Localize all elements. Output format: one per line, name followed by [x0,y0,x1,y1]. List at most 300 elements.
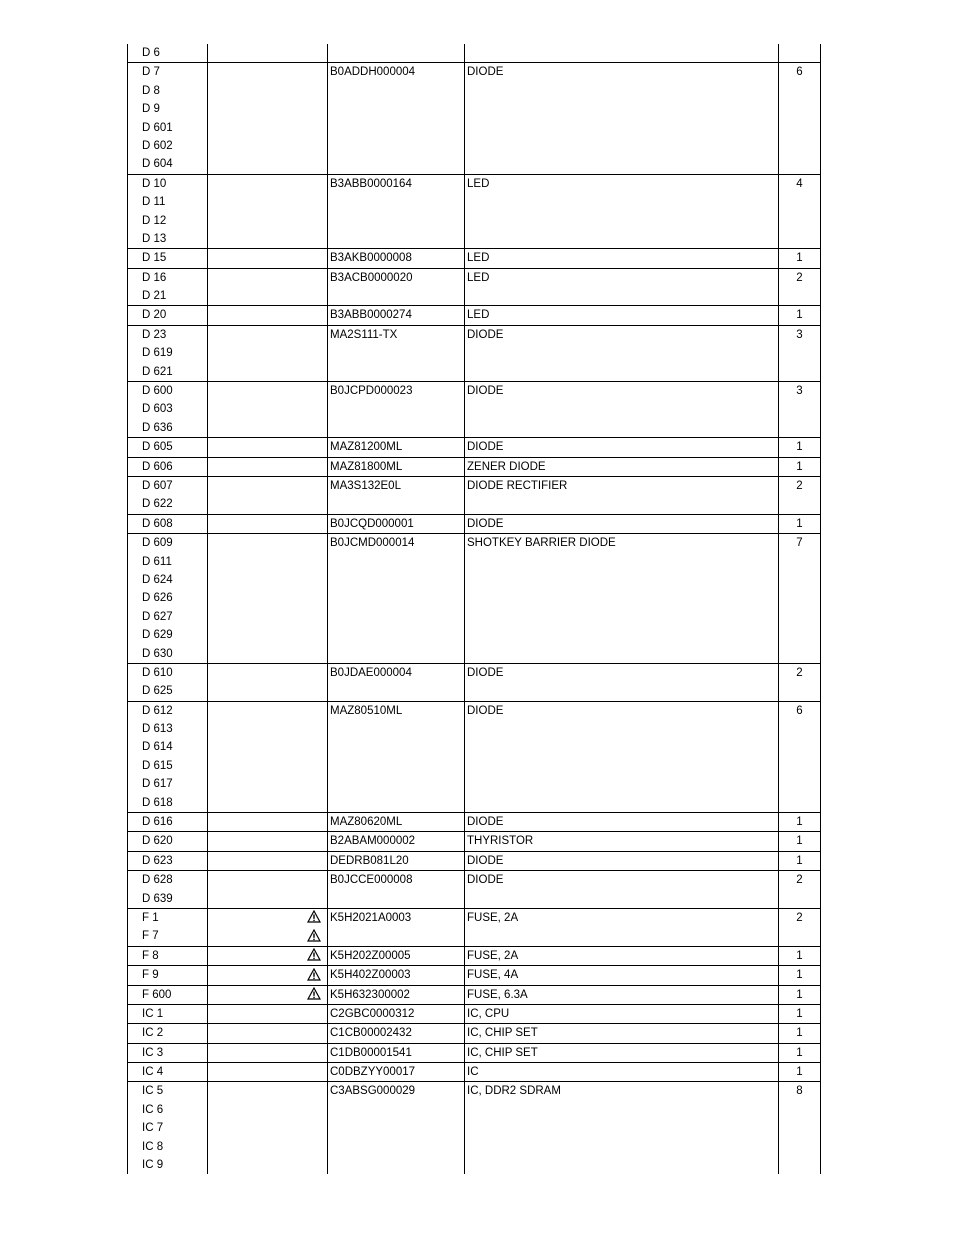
part-number-cell: B2ABAM000002 [327,832,464,850]
table-row [127,890,821,908]
part-number-cell [327,419,464,437]
part-number-cell [327,890,464,908]
part-group [127,44,821,63]
table-row [127,287,821,305]
warning-triangle-icon [307,968,321,981]
ref-cell: D 614 [127,738,207,756]
quantity-cell [778,1156,821,1174]
part-number-cell [327,363,464,381]
part-number-cell: K5H2021A0003 [327,909,464,927]
description-cell: IC [464,1063,778,1081]
part-group [127,702,821,813]
description-cell [464,44,778,62]
description-cell: DIODE [464,871,778,889]
description-cell: IC, CHIP SET [464,1024,778,1042]
part-number-cell: MA2S111-TX [327,326,464,344]
ref-cell: IC 2 [127,1024,207,1042]
part-number-cell: C2GBC0000312 [327,1005,464,1023]
part-number-cell: DEDRB081L20 [327,852,464,870]
safety-mark-cell [207,193,327,211]
quantity-cell [778,553,821,571]
safety-mark-cell [207,626,327,644]
description-cell [464,495,778,513]
table-row [127,63,821,81]
quantity-cell: 1 [778,966,821,984]
ref-cell: IC 1 [127,1005,207,1023]
ref-cell: D 610 [127,664,207,682]
safety-mark-cell [207,553,327,571]
ref-cell: D 10 [127,175,207,193]
part-number-cell: MAZ80620ML [327,813,464,831]
safety-mark-cell [207,757,327,775]
ref-cell: D 630 [127,645,207,663]
quantity-cell: 8 [778,1082,821,1100]
part-group [127,249,821,268]
quantity-cell: 6 [778,702,821,720]
part-number-cell [327,682,464,700]
quantity-cell: 1 [778,986,821,1004]
part-group [127,1044,821,1063]
table-row [127,155,821,173]
quantity-cell [778,1101,821,1119]
safety-mark-cell [207,1063,327,1081]
ref-cell: F 9 [127,966,207,984]
safety-mark-cell [207,1101,327,1119]
ref-cell: D 613 [127,720,207,738]
quantity-cell [778,419,821,437]
part-number-cell [327,589,464,607]
part-number-cell [327,794,464,812]
description-cell [464,927,778,945]
quantity-cell: 1 [778,306,821,324]
table-row [127,702,821,720]
ref-cell: D 623 [127,852,207,870]
ref-cell: D 600 [127,382,207,400]
safety-mark-cell [207,438,327,456]
part-group [127,1024,821,1043]
table-row [127,1024,821,1042]
description-cell: ZENER DIODE [464,458,778,476]
description-cell [464,363,778,381]
table-row [127,326,821,344]
part-group [127,326,821,382]
quantity-cell [778,193,821,211]
part-number-cell: B0JCQD000001 [327,515,464,533]
ref-cell: F 8 [127,947,207,965]
quantity-cell: 4 [778,175,821,193]
description-cell [464,775,778,793]
table-row [127,212,821,230]
ref-cell: D 9 [127,100,207,118]
part-number-cell [327,571,464,589]
table-row [127,119,821,137]
quantity-cell: 6 [778,63,821,81]
part-number-cell [327,287,464,305]
part-group [127,1005,821,1024]
part-number-cell [327,119,464,137]
part-number-cell [327,927,464,945]
description-cell: LED [464,175,778,193]
part-number-cell: B3ACB0000020 [327,269,464,287]
description-cell: LED [464,249,778,267]
ref-cell: D 625 [127,682,207,700]
part-number-cell: K5H202Z00005 [327,947,464,965]
safety-mark-cell [207,890,327,908]
description-cell [464,682,778,700]
quantity-cell: 2 [778,909,821,927]
ref-cell: D 624 [127,571,207,589]
part-number-cell: K5H632300002 [327,986,464,1004]
quantity-cell [778,495,821,513]
quantity-cell: 1 [778,1063,821,1081]
safety-mark-cell [207,720,327,738]
part-group [127,458,821,477]
quantity-cell [778,230,821,248]
description-cell [464,553,778,571]
part-number-cell: B3AKB0000008 [327,249,464,267]
safety-mark-cell [207,249,327,267]
safety-mark-cell [207,1024,327,1042]
table-row [127,382,821,400]
description-cell: IC, CHIP SET [464,1044,778,1062]
table-row [127,137,821,155]
ref-cell: D 605 [127,438,207,456]
quantity-cell: 2 [778,269,821,287]
quantity-cell: 1 [778,1024,821,1042]
part-group [127,832,821,851]
ref-cell: D 23 [127,326,207,344]
safety-mark-cell [207,212,327,230]
ref-cell: IC 6 [127,1101,207,1119]
description-cell [464,287,778,305]
quantity-cell [778,1119,821,1137]
description-cell [464,212,778,230]
safety-mark-cell [207,1119,327,1137]
ref-cell: IC 5 [127,1082,207,1100]
quantity-cell [778,682,821,700]
table-row [127,947,821,965]
safety-mark-cell [207,382,327,400]
table-row [127,775,821,793]
ref-cell: D 16 [127,269,207,287]
table-row [127,986,821,1004]
safety-mark-cell [207,589,327,607]
safety-mark-cell [207,947,327,965]
ref-cell: D 601 [127,119,207,137]
table-row [127,249,821,267]
quantity-cell [778,287,821,305]
description-cell [464,1101,778,1119]
ref-cell: D 617 [127,775,207,793]
description-cell [464,720,778,738]
table-row [127,553,821,571]
description-cell: FUSE, 2A [464,947,778,965]
ref-cell: D 11 [127,193,207,211]
description-cell [464,589,778,607]
description-cell [464,230,778,248]
quantity-cell [778,100,821,118]
part-group [127,966,821,985]
ref-cell: D 615 [127,757,207,775]
description-cell: THYRISTOR [464,832,778,850]
description-cell [464,1138,778,1156]
description-cell [464,155,778,173]
part-group [127,909,821,947]
part-number-cell: MAZ81200ML [327,438,464,456]
description-cell: DIODE [464,63,778,81]
description-cell [464,100,778,118]
quantity-cell [778,775,821,793]
part-number-cell [327,553,464,571]
description-cell [464,738,778,756]
part-number-cell: B3ABB0000164 [327,175,464,193]
ref-cell: IC 7 [127,1119,207,1137]
safety-mark-cell [207,230,327,248]
part-group [127,871,821,909]
ref-cell: D 607 [127,477,207,495]
description-cell: DIODE [464,382,778,400]
part-number-cell [327,757,464,775]
description-cell [464,1119,778,1137]
description-cell: IC, CPU [464,1005,778,1023]
part-number-cell [327,400,464,418]
quantity-cell [778,626,821,644]
part-number-cell: C1DB00001541 [327,1044,464,1062]
part-group [127,477,821,515]
table-row [127,757,821,775]
quantity-cell: 3 [778,382,821,400]
part-group [127,63,821,174]
part-number-cell [327,645,464,663]
part-group [127,852,821,871]
ref-cell: IC 8 [127,1138,207,1156]
quantity-cell: 1 [778,1044,821,1062]
safety-mark-cell [207,775,327,793]
quantity-cell: 1 [778,947,821,965]
safety-mark-cell [207,966,327,984]
safety-mark-cell [207,794,327,812]
table-row [127,1063,821,1081]
part-number-cell [327,1156,464,1174]
table-row [127,720,821,738]
table-row [127,571,821,589]
safety-mark-cell [207,44,327,62]
ref-cell: D 6 [127,44,207,62]
description-cell [464,344,778,362]
safety-mark-cell [207,813,327,831]
ref-cell: D 618 [127,794,207,812]
description-cell: IC, DDR2 SDRAM [464,1082,778,1100]
quantity-cell [778,720,821,738]
part-number-cell: B0JCMD000014 [327,534,464,552]
quantity-cell: 2 [778,477,821,495]
description-cell: FUSE, 6.3A [464,986,778,1004]
safety-mark-cell [207,738,327,756]
table-row [127,664,821,682]
safety-mark-cell [207,832,327,850]
ref-cell: D 13 [127,230,207,248]
table-row [127,1119,821,1137]
quantity-cell [778,645,821,663]
safety-mark-cell [207,269,327,287]
table-row [127,100,821,118]
parts-table [127,44,821,1174]
safety-mark-cell [207,137,327,155]
part-number-cell: MA3S132E0L [327,477,464,495]
warning-triangle-icon [307,929,321,942]
quantity-cell: 2 [778,664,821,682]
part-number-cell: B0JCCE000008 [327,871,464,889]
description-cell: DIODE [464,852,778,870]
part-group [127,306,821,325]
description-cell [464,119,778,137]
quantity-cell [778,344,821,362]
quantity-cell [778,738,821,756]
quantity-cell: 7 [778,534,821,552]
part-group [127,438,821,457]
part-number-cell [327,100,464,118]
ref-cell: D 606 [127,458,207,476]
part-group [127,382,821,438]
table-row [127,927,821,945]
table-row [127,1005,821,1023]
ref-cell: D 627 [127,608,207,626]
quantity-cell: 1 [778,515,821,533]
table-row [127,44,821,62]
table-row [127,269,821,287]
part-number-cell [327,137,464,155]
part-group [127,986,821,1005]
table-row [127,813,821,831]
ref-cell: D 622 [127,495,207,513]
part-group [127,534,821,664]
safety-mark-cell [207,664,327,682]
part-group [127,1082,821,1174]
part-group [127,1063,821,1082]
part-number-cell [327,212,464,230]
quantity-cell [778,927,821,945]
safety-mark-cell [207,682,327,700]
table-row [127,589,821,607]
quantity-cell [778,400,821,418]
description-cell [464,137,778,155]
part-number-cell [327,626,464,644]
table-row [127,193,821,211]
description-cell [464,1156,778,1174]
safety-mark-cell [207,419,327,437]
quantity-cell: 2 [778,871,821,889]
description-cell: LED [464,269,778,287]
ref-cell: F 600 [127,986,207,1004]
ref-cell: D 620 [127,832,207,850]
description-cell [464,608,778,626]
quantity-cell: 1 [778,458,821,476]
part-number-cell [327,193,464,211]
table-row [127,909,821,927]
quantity-cell: 1 [778,852,821,870]
quantity-cell: 1 [778,249,821,267]
quantity-cell: 1 [778,1005,821,1023]
table-row [127,1044,821,1062]
part-group [127,664,821,702]
ref-cell: D 636 [127,419,207,437]
safety-mark-cell [207,1044,327,1062]
quantity-cell [778,119,821,137]
part-number-cell [327,82,464,100]
ref-cell: D 611 [127,553,207,571]
safety-mark-cell [207,119,327,137]
safety-mark-cell [207,175,327,193]
ref-cell: D 639 [127,890,207,908]
description-cell [464,645,778,663]
ref-cell: D 21 [127,287,207,305]
warning-triangle-icon [307,910,321,923]
part-number-cell: B3ABB0000274 [327,306,464,324]
description-cell: DIODE [464,702,778,720]
safety-mark-cell [207,871,327,889]
safety-mark-cell [207,1082,327,1100]
safety-mark-cell [207,515,327,533]
ref-cell: F 1 [127,909,207,927]
part-number-cell [327,775,464,793]
description-cell: LED [464,306,778,324]
table-row [127,515,821,533]
description-cell: SHOTKEY BARRIER DIODE [464,534,778,552]
table-row [127,175,821,193]
ref-cell: D 603 [127,400,207,418]
ref-cell: D 8 [127,82,207,100]
table-row [127,419,821,437]
table-row [127,1156,821,1174]
ref-cell: D 7 [127,63,207,81]
quantity-cell [778,212,821,230]
description-cell [464,626,778,644]
ref-cell: IC 4 [127,1063,207,1081]
description-cell [464,890,778,908]
ref-cell: IC 3 [127,1044,207,1062]
safety-mark-cell [207,1156,327,1174]
part-number-cell [327,720,464,738]
ref-cell: D 604 [127,155,207,173]
table-row [127,1101,821,1119]
safety-mark-cell [207,326,327,344]
quantity-cell [778,757,821,775]
description-cell: DIODE [464,813,778,831]
safety-mark-cell [207,100,327,118]
table-row [127,608,821,626]
safety-mark-cell [207,645,327,663]
description-cell: DIODE [464,438,778,456]
part-number-cell [327,230,464,248]
description-cell: DIODE [464,664,778,682]
table-row [127,794,821,812]
description-cell [464,571,778,589]
safety-mark-cell [207,927,327,945]
table-row [127,966,821,984]
safety-mark-cell [207,363,327,381]
table-row [127,682,821,700]
part-number-cell [327,495,464,513]
safety-mark-cell [207,287,327,305]
safety-mark-cell [207,344,327,362]
safety-mark-cell [207,495,327,513]
table-row [127,306,821,324]
part-group [127,947,821,966]
part-number-cell: MAZ81800ML [327,458,464,476]
ref-cell: D 629 [127,626,207,644]
part-number-cell [327,1138,464,1156]
table-row [127,534,821,552]
